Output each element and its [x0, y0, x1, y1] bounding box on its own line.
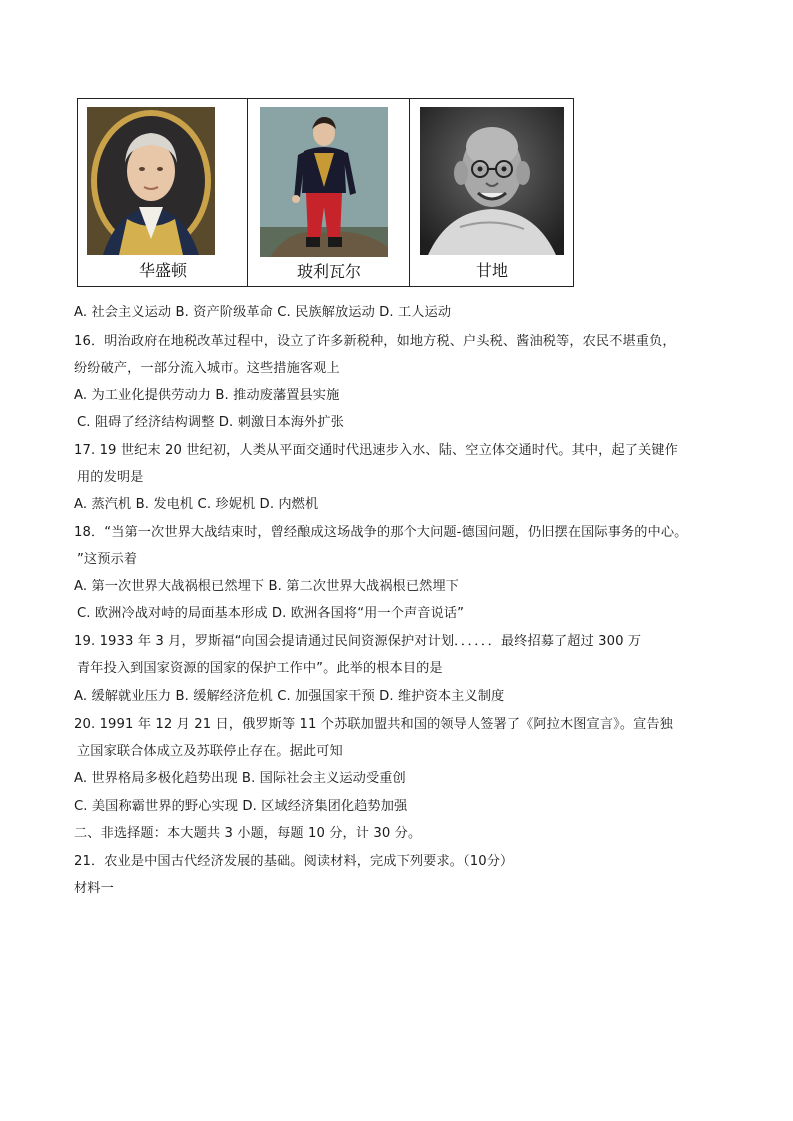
portrait-caption: 玻利瓦尔	[296, 262, 361, 281]
q18-stem-line2: ”这预示着	[77, 552, 138, 567]
q16-stem-line1: 16．明治政府在地税改革过程中，设立了许多新税种，如地方税、户头税、酱油税等，农民不堪重负，	[74, 334, 676, 349]
q20-stem-line1: 20. 1991 年 12 月 21 日，俄罗斯等 11 个苏联加盟共和国的领导人签署了《阿拉木图宣言》。宣告独	[74, 717, 673, 732]
portrait-caption: 华盛顿	[138, 261, 187, 280]
portrait-caption: 甘地	[475, 261, 508, 280]
q20-options-line1: A. 世界格局多极化趋势出现 B. 国际社会主义运动受重创	[74, 771, 406, 786]
q16-options-line1: A. 为工业化提供劳动力 B. 推动废藩置县实施	[74, 388, 340, 403]
portrait-cell-bolivar	[248, 99, 410, 286]
section2-heading: 二、非选择题：本大题共 3 小题，每题 10 分，计 30 分。	[74, 826, 422, 841]
portrait-figure	[77, 98, 574, 287]
q18-options-line1: A. 第一次世界大战祸根已然埋下 B. 第二次世界大战祸根已然埋下	[74, 579, 459, 594]
material1-label: 材料一	[74, 881, 114, 896]
q18-stem-line1: 18．“当第一次世界大战结束时，曾经酿成这场战争的那个大问题-德国问题，仍旧摆在国际事务的中心。	[74, 525, 688, 540]
q19-stem-line2: 青年投入到国家资源的国家的保护工作中”。此举的根本目的是	[77, 661, 443, 676]
gandhi-portrait-icon	[420, 107, 564, 255]
portrait-cell-washington	[78, 99, 248, 286]
portrait-cell-gandhi	[410, 99, 573, 286]
q21-stem: 21．农业是中国古代经济发展的基础。阅读材料，完成下列要求。（10分）	[74, 854, 514, 869]
q18-options-line2: C. 欧洲冷战对峙的局面基本形成 D. 欧洲各国将“用一个声音说话”	[77, 606, 465, 621]
q15-options: A. 社会主义运动 B. 资产阶级革命 C. 民族解放运动 D. 工人运动	[74, 305, 452, 320]
washington-portrait-icon	[87, 107, 215, 255]
q17-stem-line1: 17. 19 世纪末 20 世纪初，人类从平面交通时代迅速步入水、陆、空立体交通时代。其中，起了关键作	[74, 443, 678, 458]
q20-options-line2: C. 美国称霸世界的野心实现 D. 区域经济集团化趋势加强	[74, 799, 408, 814]
q17-stem-line2: 用的发明是	[77, 470, 144, 485]
q17-options: A. 蒸汽机 B. 发电机 C. 珍妮机 D. 内燃机	[74, 497, 319, 512]
bolivar-portrait-icon	[260, 107, 388, 257]
q19-stem-line1: 19. 1933 年 3 月，罗斯福“向国会提请通过民间资源保护对计划．．．．．．最终招募了超过 300 万	[74, 634, 642, 649]
q16-options-line2: C. 阻碍了经济结构调整 D. 刺激日本海外扩张	[77, 415, 344, 430]
q19-options: A. 缓解就业压力 B. 缓解经济危机 C. 加强国家干预 D. 维护资本主义制度	[74, 689, 505, 704]
q20-stem-line2: 立国家联合体成立及苏联停止存在。据此可知	[77, 744, 343, 759]
q16-stem-line2: 纷纷破产，一部分流入城市。这些措施客观上	[74, 361, 340, 376]
